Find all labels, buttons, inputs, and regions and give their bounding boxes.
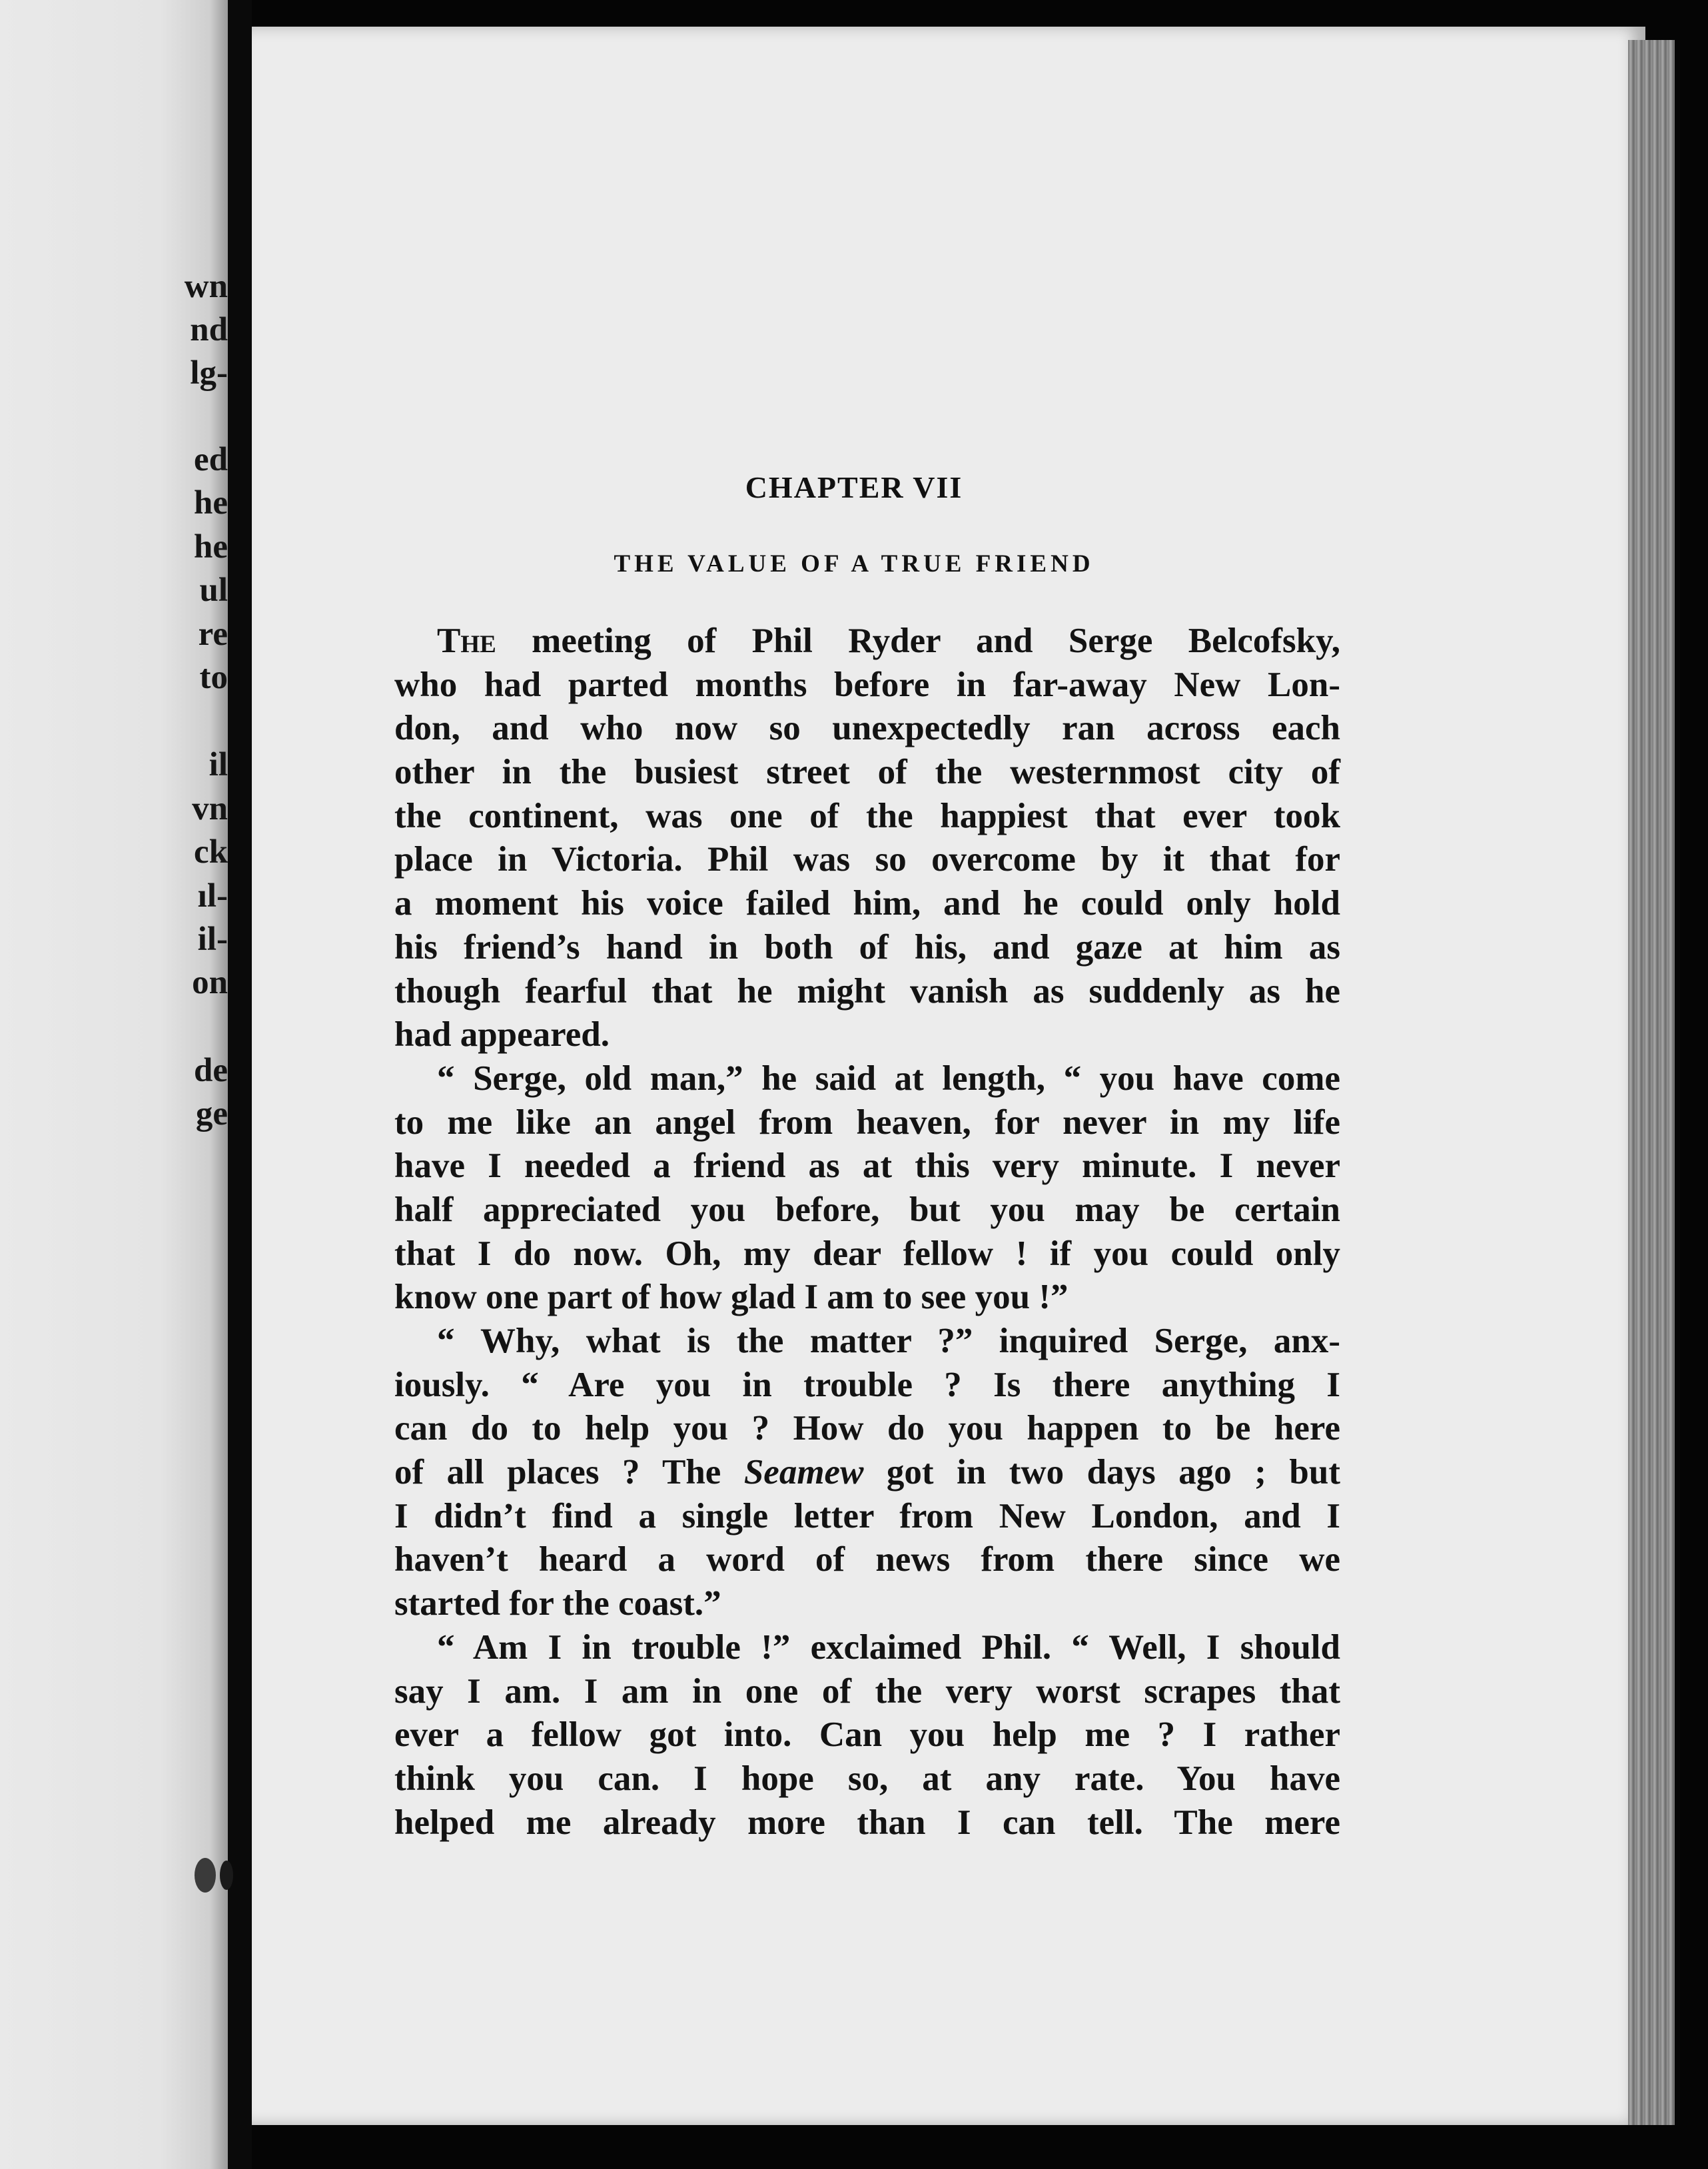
left-page-fragment: he: [194, 484, 228, 522]
text-line: had appeared.: [394, 1015, 610, 1055]
line-before-ship: of all places ? The: [394, 1453, 744, 1492]
book-gutter: [228, 0, 252, 2169]
text-line: [394, 1451, 1340, 1495]
text-line: iously. “ Are you in trouble ? Is there anything I: [394, 1365, 1340, 1404]
left-page-fragment: on: [192, 964, 228, 1001]
text-line: place in Victoria. Phil was so overcome by it that for: [394, 840, 1340, 879]
text-line: “ Why, what is the matter ?” inquired Serge, anx-: [437, 1322, 1340, 1360]
text-line: though fearful that he might vanish as suddenly as he: [394, 971, 1340, 1011]
text-line: [394, 620, 1340, 663]
chapter-title: CHAPTER VII: [745, 470, 963, 504]
text-line: the continent, was one of the happiest that ever took: [394, 796, 1340, 835]
text-line: that I do now. Oh, my dear fellow ! if you could only: [394, 1234, 1340, 1273]
text-line: haven’t heard a word of news from there since we: [394, 1540, 1340, 1579]
left-page-fragment: ge: [195, 1095, 228, 1132]
page-edges: [1628, 40, 1675, 2125]
text-line: other in the busiest street of the westernmost city of: [394, 753, 1340, 792]
left-page: [0, 0, 228, 2169]
left-page-fragment: ıl-: [197, 877, 228, 915]
text-line: don, and who now so unexpectedly ran across each: [394, 709, 1340, 748]
drop-word: The: [437, 622, 496, 660]
text-line: say I am. I am in one of the very worst scrapes that: [394, 1671, 1340, 1711]
left-page-fragment: lg-: [190, 354, 228, 392]
left-page-fragment: ck: [194, 833, 228, 871]
text-line: “ Am I in trouble !” exclaimed Phil. “ Well, I should: [437, 1627, 1340, 1667]
text-line: half appreciated you before, but you may be certain: [394, 1190, 1340, 1229]
left-page-fragment: ul: [199, 572, 228, 609]
left-page-fragment: il: [209, 746, 228, 783]
left-page-fragment: il-: [197, 921, 228, 958]
line-rest: meeting of Phil Ryder and Serge Belcofsky,: [496, 622, 1340, 660]
text-line: think you can. I hope so, at any rate. You have: [394, 1759, 1340, 1798]
ship-name: Seamew: [743, 1453, 864, 1492]
left-page-fragment: to: [199, 659, 228, 696]
left-page-fragment: ed: [194, 441, 228, 478]
text-line: helped me already more than I can tell. The mere: [394, 1803, 1340, 1842]
left-page-fragment: vn: [192, 790, 228, 827]
text-line: have I needed a friend as at this very minute. I never: [394, 1146, 1340, 1186]
body-text: [394, 620, 1340, 1845]
text-line: who had parted months before in far-away New Lon-: [394, 665, 1340, 704]
left-page-fragment: de: [194, 1052, 228, 1089]
text-line: ever a fellow got into. Can you help me ? I rather: [394, 1715, 1340, 1755]
left-page-fragment: wn: [184, 268, 228, 305]
text-line: I didn’t find a single letter from New London, and I: [394, 1496, 1340, 1535]
text-line: “ Serge, old man,” he said at length, “ you have come: [437, 1059, 1340, 1098]
line-after-ship: got in two days ago ; but: [863, 1453, 1340, 1492]
chapter-subtitle: THE VALUE OF A TRUE FRIEND: [614, 550, 1094, 578]
left-page-fragment: nd: [190, 311, 228, 348]
text-line: started for the coast.”: [394, 1584, 721, 1623]
text-line: a moment his voice failed him, and he could only hold: [394, 884, 1340, 923]
text-line: can do to help you ? How do you happen to be here: [394, 1409, 1340, 1448]
text-line: to me like an angel from heaven, for never in my life: [394, 1102, 1340, 1142]
text-line: know one part of how glad I am to see you !”: [394, 1278, 1068, 1317]
text-line: his friend’s hand in both of his, and gaze at him as: [394, 927, 1340, 967]
binding-thread-mark: [179, 1852, 252, 1899]
left-page-fragment: he: [194, 528, 228, 566]
left-page-fragment: re: [198, 616, 228, 653]
